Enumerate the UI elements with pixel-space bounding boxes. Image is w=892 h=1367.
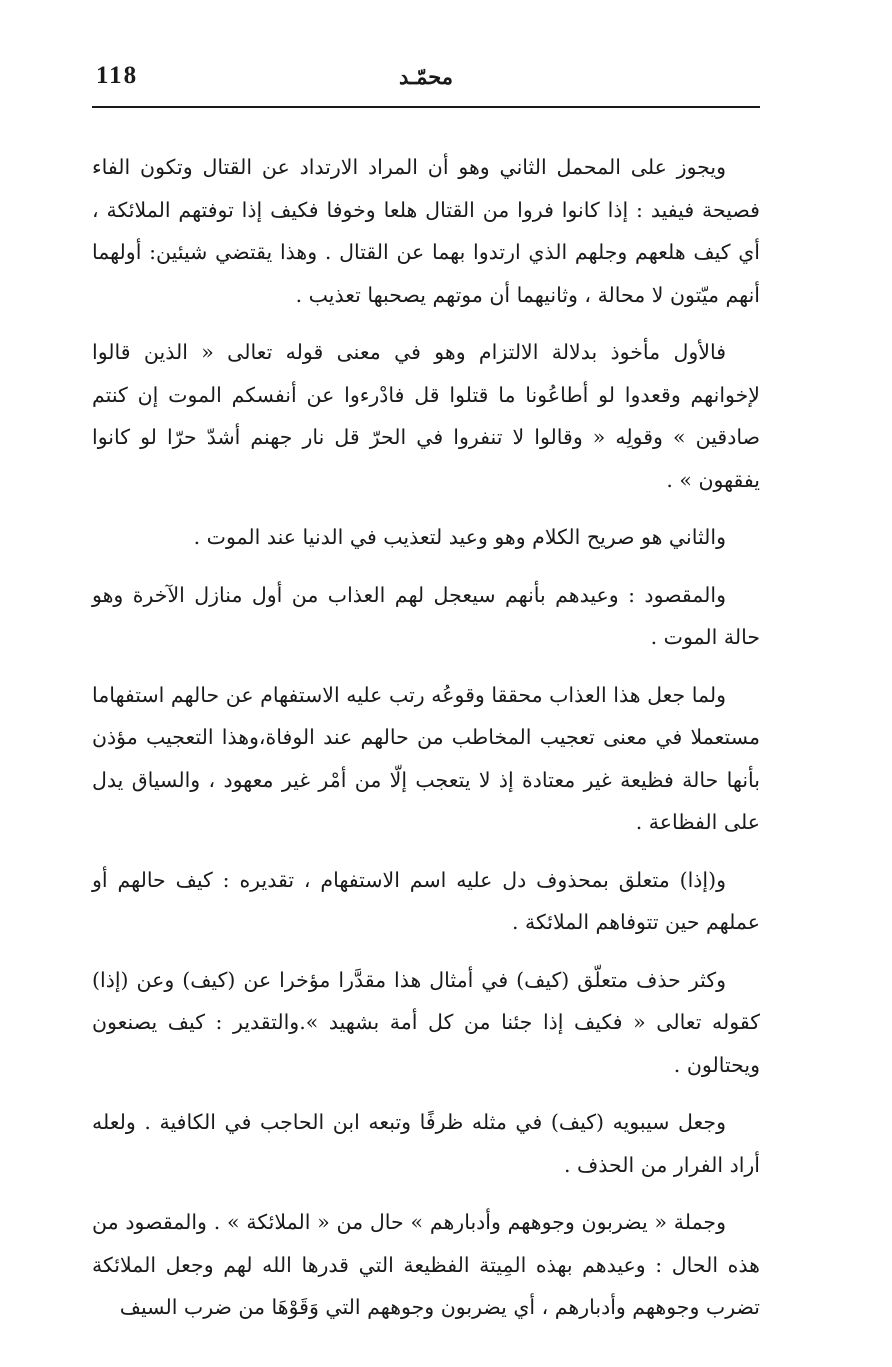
paragraph: والمقصود : وعيدهم بأنهم سيعجل لهم العذاب من أول منازل الآخرة وهو حالة الموت . — [92, 582, 760, 649]
paragraph: فالأول مأخوذ بدلالة الالتزام وهو في معنى قوله تعالى « الذين قالوا لإخوانهم وقعدوا لو أطاعُونا ما قتلوا قل فادْرءوا عن أنفسكم الموت إن كنتم صادقين » وقولِه « وقالوا لا تنفروا في الحرّ قل نار جهنم أشدّ حرّا لو كانوا يفقهون » . — [92, 340, 760, 492]
book-page — [92, 62, 760, 1319]
paragraph: ويجوز على المحمل الثاني وهو أن المراد الارتداد عن القتال وتكون الفاء فصيحة فيفيد : إذا كانوا فروا من القتال هلعا وخوفا فكيف إذا توفتهم الملائكة ، أي كيف هلعهم وجلهم الذي ارتدوا بهما عن القتال . وهذا يقتضي شيئين: أولهما أنهم ميّتون لا محالة ، وثانيهما أن موتهم يصحبها تعذيب . — [92, 155, 760, 307]
paragraph: وجملة « يضربون وجوههم وأدبارهم » حال من « الملائكة » . والمقصود من هذه الحال : وعيدهم بهذه المِيتة الفظيعة التي قدرها الله لهم وجعل الملائكة تضرب وجوههم وأدبارهم ، أي يضربون وجوههم التي وَقَوْهَا من ضرب السيف — [92, 1210, 760, 1319]
page-header — [92, 62, 760, 102]
paragraph: والثاني هو صريح الكلام وهو وعيد لتعذيب في الدنيا عند الموت . — [193, 525, 726, 549]
paragraph: ولما جعل هذا العذاب محققا وقوعُه رتب عليه الاستفهام عن حالهم استفهاما مستعملا في معنى تعجيب المخاطب من حالهم عند الوفاة،وهذا التعجيب مؤذن بأنها حالة فظيعة غير معتادة إذ لا يتعجب إلّا من أمْر غير معهود ، والسياق يدل على الفظاعة . — [92, 682, 760, 834]
paragraph: وجعل سيبويه (كيف) في مثله ظرفًا وتبعه ابن الحاجب في الكافية . ولعله أراد الفرار من الحذف . — [92, 1110, 760, 1177]
page-body — [92, 146, 760, 1344]
page-number: 118 — [96, 62, 139, 89]
paragraph: وكثر حذف متعلّق (كيف) في أمثال هذا مقدَّرا مؤخرا عن (كيف) وعن (إذا) كقوله تعالى « فكيف إذا جئنا من كل أمة بشهيد ».والتقدير : كيف يصنعون ويحتالون . — [92, 967, 760, 1077]
paragraph: و(إذا) متعلق بمحذوف دل عليه اسم الاستفهام ، تقديره : كيف حالهم أو عملهم حين تتوفاهم الملائكة . — [92, 867, 760, 934]
header-rule — [92, 106, 760, 108]
running-title: محمّـد — [398, 64, 454, 89]
